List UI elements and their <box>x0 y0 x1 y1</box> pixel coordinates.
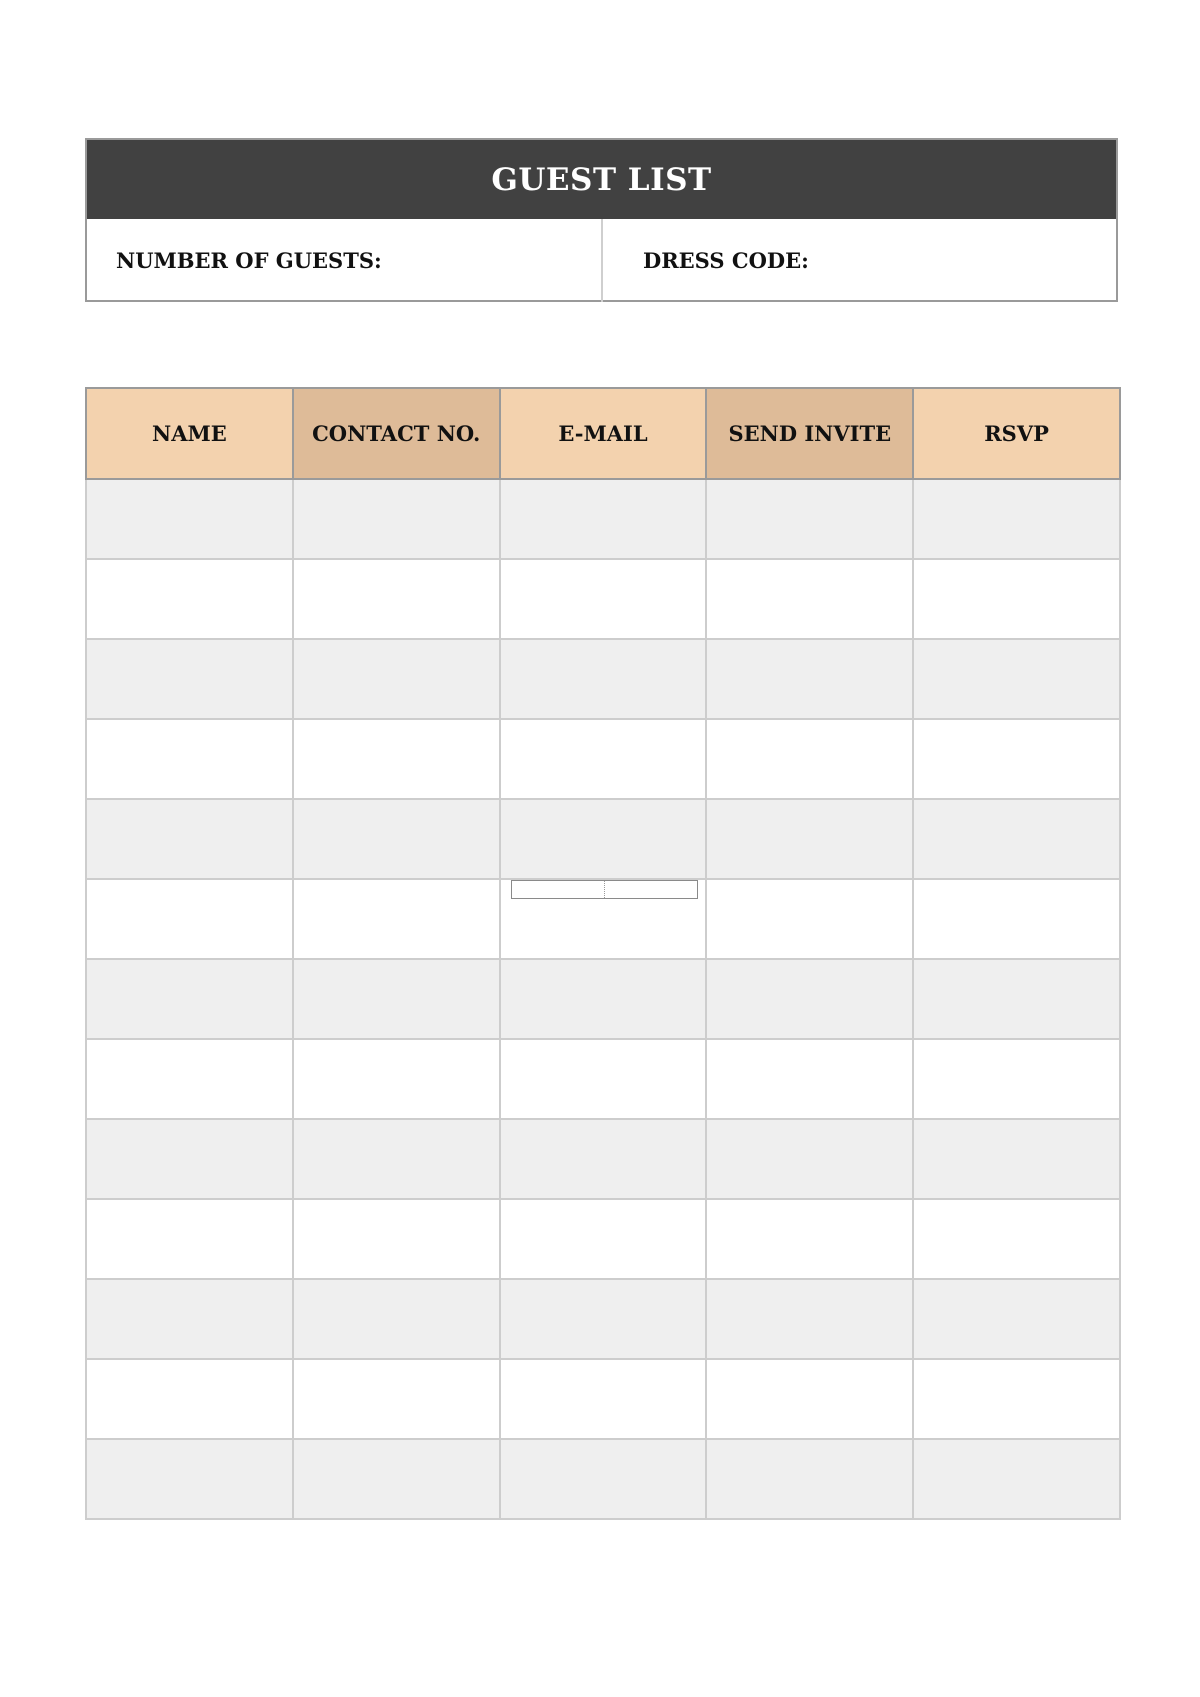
rsvp-cell[interactable] <box>913 479 1120 559</box>
table-row <box>86 1359 1120 1439</box>
send-invite-cell[interactable] <box>706 559 913 639</box>
name-cell[interactable] <box>86 1199 293 1279</box>
rsvp-cell[interactable] <box>913 1119 1120 1199</box>
rsvp-cell[interactable] <box>913 1359 1120 1439</box>
send-invite-cell[interactable] <box>706 479 913 559</box>
table-row <box>86 639 1120 719</box>
table-row <box>86 479 1120 559</box>
header-fields <box>87 219 1116 302</box>
dress-code-label: DRESS CODE: <box>643 248 809 273</box>
email-cell[interactable] <box>500 1359 707 1439</box>
contact-cell[interactable] <box>293 1279 500 1359</box>
table-row <box>86 1039 1120 1119</box>
contact-cell[interactable] <box>293 1439 500 1519</box>
rsvp-cell[interactable] <box>913 719 1120 799</box>
rsvp-cell[interactable] <box>913 799 1120 879</box>
rsvp-cell[interactable] <box>913 1279 1120 1359</box>
contact-cell[interactable] <box>293 1119 500 1199</box>
column-header-send-invite: SEND INVITE <box>706 388 913 479</box>
send-invite-cell[interactable] <box>706 719 913 799</box>
email-cell[interactable] <box>500 1039 707 1119</box>
column-header-name: NAME <box>86 388 293 479</box>
send-invite-cell[interactable] <box>706 639 913 719</box>
column-header-contact: CONTACT NO. <box>293 388 500 479</box>
number-of-guests-label: NUMBER OF GUESTS: <box>116 248 382 273</box>
name-cell[interactable] <box>86 1119 293 1199</box>
name-cell[interactable] <box>86 1359 293 1439</box>
name-cell[interactable] <box>86 959 293 1039</box>
contact-cell[interactable] <box>293 799 500 879</box>
send-invite-cell[interactable] <box>706 1439 913 1519</box>
column-header-email: E-MAIL <box>500 388 707 479</box>
rsvp-cell[interactable] <box>913 879 1120 959</box>
table-row <box>86 959 1120 1039</box>
embedded-mini-table <box>511 880 698 899</box>
table-row <box>86 1279 1120 1359</box>
name-cell[interactable] <box>86 479 293 559</box>
contact-cell[interactable] <box>293 1359 500 1439</box>
dress-code-field[interactable] <box>603 219 1116 302</box>
send-invite-cell[interactable] <box>706 1199 913 1279</box>
send-invite-cell[interactable] <box>706 959 913 1039</box>
name-cell[interactable] <box>86 1279 293 1359</box>
contact-cell[interactable] <box>293 559 500 639</box>
send-invite-cell[interactable] <box>706 799 913 879</box>
email-cell[interactable] <box>500 559 707 639</box>
name-cell[interactable] <box>86 639 293 719</box>
table-row <box>86 799 1120 879</box>
guest-table <box>85 387 1121 1520</box>
email-cell[interactable] <box>500 799 707 879</box>
title-bar <box>87 140 1116 219</box>
rsvp-cell[interactable] <box>913 1199 1120 1279</box>
email-cell[interactable] <box>500 879 707 959</box>
email-cell[interactable] <box>500 639 707 719</box>
email-cell[interactable] <box>500 1199 707 1279</box>
email-cell[interactable] <box>500 479 707 559</box>
email-cell[interactable] <box>500 719 707 799</box>
column-header-rsvp: RSVP <box>913 388 1120 479</box>
page-title: GUEST LIST <box>491 161 712 198</box>
email-cell[interactable] <box>500 959 707 1039</box>
name-cell[interactable] <box>86 799 293 879</box>
contact-cell[interactable] <box>293 639 500 719</box>
rsvp-cell[interactable] <box>913 1439 1120 1519</box>
guest-list-header <box>85 138 1118 302</box>
table-row <box>86 1199 1120 1279</box>
table-row <box>86 559 1120 639</box>
table-row <box>86 879 1120 959</box>
name-cell[interactable] <box>86 879 293 959</box>
contact-cell[interactable] <box>293 479 500 559</box>
contact-cell[interactable] <box>293 959 500 1039</box>
name-cell[interactable] <box>86 559 293 639</box>
name-cell[interactable] <box>86 1439 293 1519</box>
contact-cell[interactable] <box>293 879 500 959</box>
table-header-row <box>86 388 1120 479</box>
send-invite-cell[interactable] <box>706 1039 913 1119</box>
email-cell[interactable] <box>500 1279 707 1359</box>
email-cell[interactable] <box>500 1439 707 1519</box>
send-invite-cell[interactable] <box>706 1279 913 1359</box>
number-of-guests-field[interactable] <box>87 219 603 302</box>
contact-cell[interactable] <box>293 1039 500 1119</box>
email-cell[interactable] <box>500 1119 707 1199</box>
table-row <box>86 719 1120 799</box>
rsvp-cell[interactable] <box>913 959 1120 1039</box>
table-row <box>86 1439 1120 1519</box>
table-row <box>86 1119 1120 1199</box>
name-cell[interactable] <box>86 1039 293 1119</box>
table-body <box>86 479 1120 1519</box>
send-invite-cell[interactable] <box>706 1359 913 1439</box>
send-invite-cell[interactable] <box>706 1119 913 1199</box>
contact-cell[interactable] <box>293 1199 500 1279</box>
rsvp-cell[interactable] <box>913 1039 1120 1119</box>
send-invite-cell[interactable] <box>706 879 913 959</box>
name-cell[interactable] <box>86 719 293 799</box>
rsvp-cell[interactable] <box>913 559 1120 639</box>
rsvp-cell[interactable] <box>913 639 1120 719</box>
contact-cell[interactable] <box>293 719 500 799</box>
